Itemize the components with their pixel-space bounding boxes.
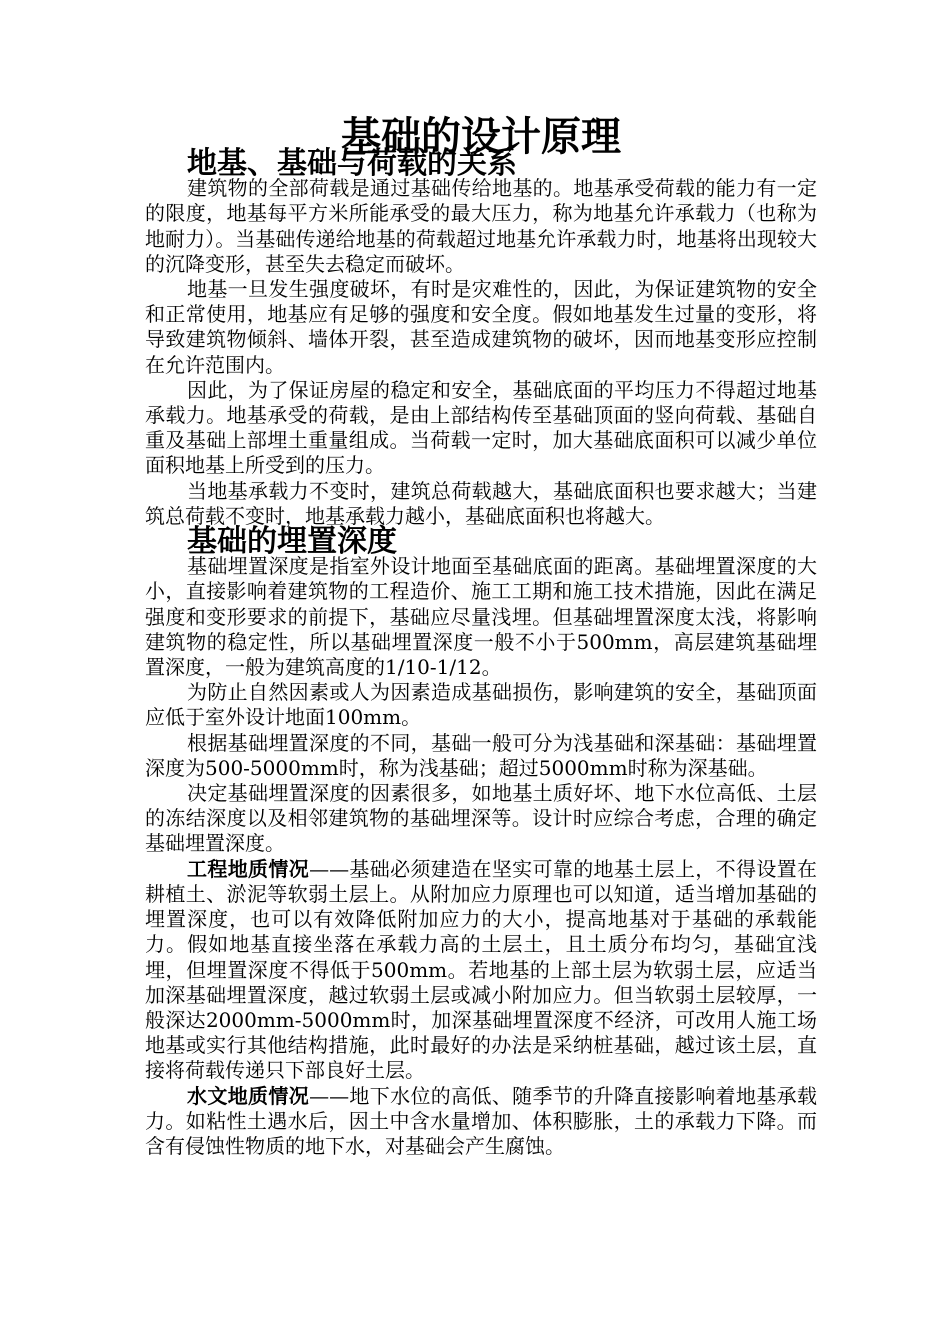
paragraph-body: ——地下水位的高低、随季节的升降直接影响着地基承载力。如粘性土遇水后，因土中含水量增加、体积膨胀，土的承载力下降。而含有侵蚀性物质的地下水，对基础会产生腐蚀。 (145, 1083, 818, 1158)
paragraph: 因此，为了保证房屋的稳定和安全，基础底面的平均压力不得超过地基承载力。地基承受的荷载，是由上部结构传至基础顶面的竖向荷载、基础自重及基础上部埋土重量组成。当荷载一定时，加大基础底面积可以减少单位面积地基上所受到的压力。 (145, 377, 817, 478)
paragraph-hydrogeology (145, 1084, 817, 1160)
document-page (145, 113, 818, 1159)
paragraph-lead-hydrogeology: 水文地质情况 (187, 1083, 310, 1108)
section-heading-foundation-load: 地基、基础与荷载的关系 (187, 146, 517, 181)
paragraph-lead-engineering-geology: 工程地质情况 (187, 856, 310, 881)
section-heading-burial-depth: 基础的埋置深度 (187, 524, 397, 560)
document-title: 基础的设计原理 (341, 113, 621, 160)
paragraph: 决定基础埋置深度的因素很多，如地基土质好坏、地下水位高低、土层的冻结深度以及相邻建筑物的基础埋深等。设计时应综合考虑，合理的确定基础埋置深度。 (145, 781, 817, 856)
paragraph: 根据基础埋置深度的不同，基础一般可分为浅基础和深基础：基础埋置深度为500-5000mm时，称为浅基础；超过5000mm时称为深基础。 (145, 730, 817, 780)
paragraph-body: ——基础必须建造在坚实可靠的地基土层上，不得设置在耕植土、淤泥等软弱土层上。从附加应力原理也可以知道，适当增加基础的埋置深度，也可以有效降低附加应力的大小，提高地基对于基础的承载能力。假如地基直接坐落在承载力高的土层土，且土质分布均匀，基础宜浅埋，但埋置深度不得低于500mm。若地基的上部土层为软弱土层，应适当加深基础埋置深度，越过软弱土层或减小附加应力。但当软弱土层较厚，一般深达2000mm-5000mm时，加深基础埋置深度不经济，可改用人施工场地基或实行其他结构措施，此时最好的办法是采纳桩基础，越过该土层，直接将荷载传递只下部良好土层。 (145, 856, 818, 1083)
paragraph: 建筑物的全部荷载是通过基础传给地基的。地基承受荷载的能力有一定的限度，地基每平方米所能承受的最大压力，称为地基允许承载力（也称为地耐力）。当基础传递给地基的荷载超过地基允许承载力时，地基将出现较大的沉降变形，甚至失去稳定而破坏。 (145, 176, 817, 276)
paragraph-engineering-geology (145, 857, 817, 1084)
paragraph: 当地基承载力不变时，建筑总荷载越大，基础底面积也要求越大；当建筑总荷载不变时，地基承载力越小，基础底面积也将越大。 (145, 478, 817, 528)
paragraph: 地基一旦发生强度破坏，有时是灾难性的，因此，为保证建筑物的安全和正常使用，地基应有足够的强度和安全度。假如地基发生过量的变形，将导致建筑物倾斜、墙体开裂，甚至造成建筑物的破坏，因而地基变形应控制在允许范围内。 (145, 277, 817, 377)
paragraph: 基础埋置深度是指室外设计地面至基础底面的距离。基础埋置深度的大小，直接影响着建筑物的工程造价、施工工期和施工技术措施，因此在满足强度和变形要求的前提下，基础应尽量浅埋。但基础埋置深度太浅，将影响建筑物的稳定性，所以基础埋置深度一般不小于500mm，高层建筑基础埋置深度，一般为建筑高度的1/10-1/12。 (145, 554, 817, 680)
paragraph: 为防止自然因素或人为因素造成基础损伤，影响建筑的安全，基础顶面应低于室外设计地面100mm。 (145, 680, 817, 730)
